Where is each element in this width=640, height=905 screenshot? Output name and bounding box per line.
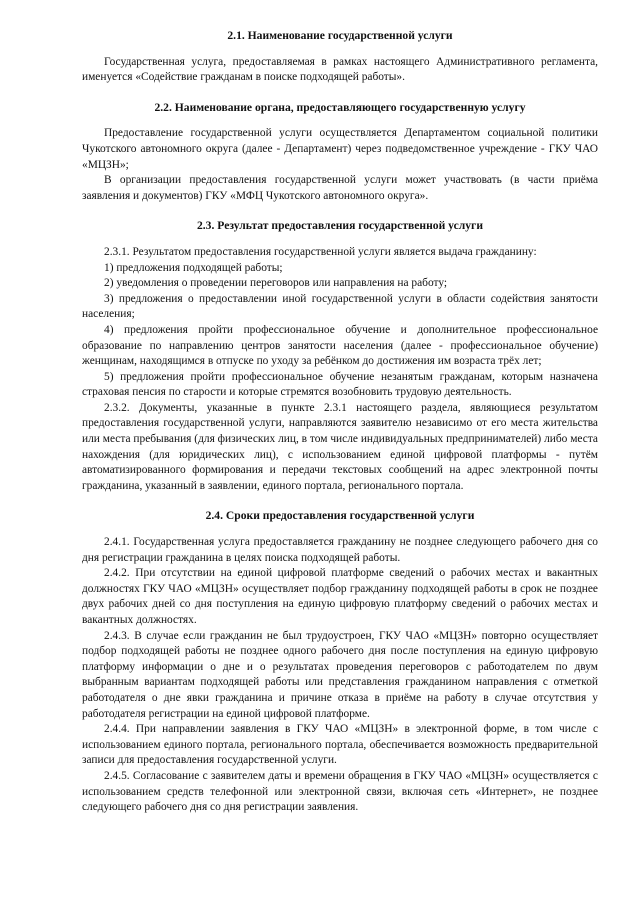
section-service-name: [82, 28, 598, 86]
paragraph: 2.3.2. Документы, указанные в пункте 2.3.1 настоящего раздела, являющиеся результатом предоставления государственной услуги, направляются заявителю независимо от его места жительства или места пребывания (для физических лиц, в том числе индивидуальных предпринимателей) либо места нахождения (для юридических лиц), с использованием единой цифровой платформы - путём автоматизированного формирования и передачи текстовых сообщений на адрес электронной почты гражданина, указанный в заявлении, единого портала, регионального портала.: [82, 401, 598, 492]
list-item: 3) предложения о предоставлении иной государственной услуги в области содействия занятости населения;: [82, 292, 598, 321]
paragraph: Предоставление государственной услуги осуществляется Департаментом социальной политики Чукотского автономного округа (далее - Департамент) через подведомственное учреждение - ГКУ ЧАО «МЦЗН»;: [82, 127, 598, 171]
section-service-result: [82, 218, 598, 494]
section-heading: 2.1. Наименование государственной услуги: [227, 29, 453, 42]
list-item: 2) уведомления о проведении переговоров или направления на работу;: [104, 277, 448, 290]
list-item: 5) предложения пройти профессиональное обучение незанятым гражданам, которым назначена страховая пенсия по старости и которые стремятся возобновить трудовую деятельность.: [82, 370, 598, 399]
list-item: 4) предложения пройти профессиональное обучение и дополнительное профессиональное образование по направлению центров занятости населения (далее - профессиональное обучение) женщинам, находящимся в отпуске по уходу за ребёнком до достижения им возраста трёх лет;: [82, 323, 598, 368]
paragraph: 2.3.1. Результатом предоставления государственной услуги является выдача гражданину:: [104, 245, 537, 258]
list-item: 1) предложения подходящей работы;: [104, 261, 283, 274]
section-provider-body: [82, 100, 598, 205]
paragraph: 2.4.2. При отсутствии на единой цифровой платформе сведений о рабочих местах и вакантных должностях ГКУ ЧАО «МЦЗН» осуществляет подбор гражданину подходящей работы в срок не позднее двух рабочих дней со дня поступления на единую цифровую платформу сведений о рабочих местах и вакантных должностях.: [82, 567, 598, 626]
section-heading: 2.4. Сроки предоставления государственной услуги: [205, 509, 475, 523]
paragraph: 2.4.3. В случае если гражданин не был трудоустроен, ГКУ ЧАО «МЦЗН» повторно осуществляет подбор подходящей работы не позднее одного рабочего дня после поступления на единую цифровую платформу информации о дне и о результатах проведения переговоров с работодателем по двум выбранным вариантам подходящей работы или представления гражданином направления с отметкой работодателя о дне явки гражданина и причине отказа в приёме на работу в случае отсутствия у работодателя регистрации на единой цифровой платформе.: [82, 629, 598, 720]
paragraph: 2.4.5. Согласование с заявителем даты и времени обращения в ГКУ ЧАО «МЦЗН» осуществляется с использованием средств телефонной или электронной связи, включая сеть «Интернет», не позднее следующего рабочего дня со дня регистрации заявления.: [82, 769, 598, 814]
section-heading: 2.3. Результат предоставления государственной услуги: [196, 219, 483, 233]
paragraph: В организации предоставления государственной услуги может участвовать (в части приёма заявления и документов) ГКУ «МФЦ Чукотского автономного округа».: [82, 174, 598, 202]
paragraph: 2.4.1. Государственная услуга предоставляется гражданину не позднее следующего рабочего дня со дня регистрации гражданина в целях поиска подходящей работы.: [82, 536, 598, 564]
paragraph: Государственная услуга, предоставляемая в рамках настоящего Административного регламента, именуется «Содействие гражданам в поиске подходящей работы».: [82, 55, 598, 84]
section-service-terms: [82, 508, 598, 815]
section-heading: 2.2. Наименование органа, предоставляющего государственную услугу: [154, 100, 526, 114]
paragraph: 2.4.4. При направлении заявления в ГКУ ЧАО «МЦЗН» в электронной форме, в том числе с использованием единого портала, регионального портала, обеспечивается возможность предварительной записи для предоставления государственной услуги.: [82, 723, 598, 767]
